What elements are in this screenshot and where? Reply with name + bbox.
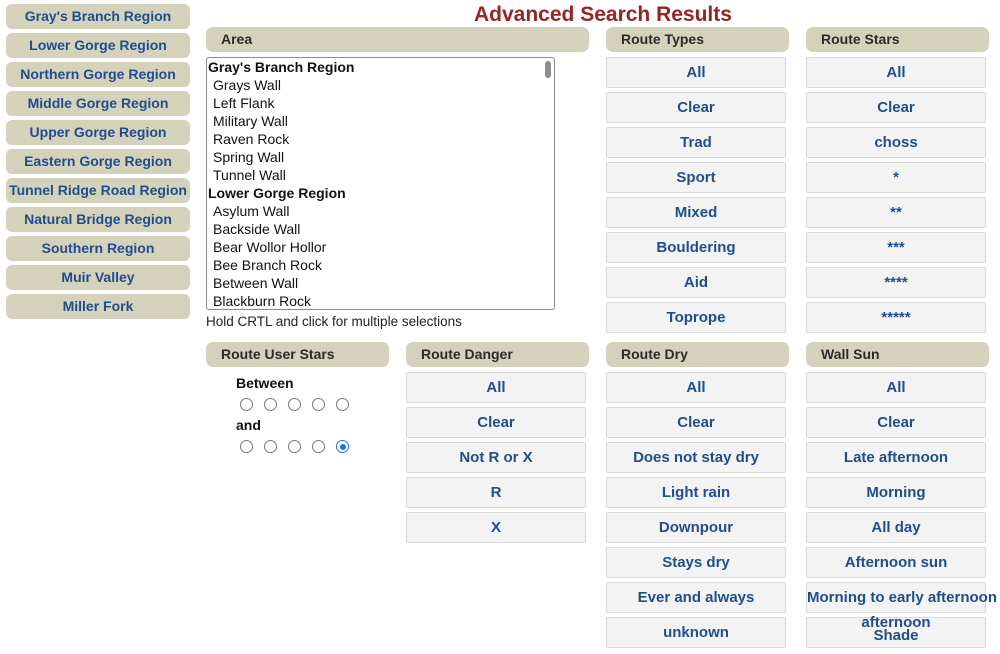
area-option-raven-rock[interactable]: Raven Rock (213, 131, 290, 147)
route-dry-option-light-rain[interactable]: Light rain (606, 477, 786, 508)
route-type-option-sport[interactable]: Sport (606, 162, 786, 193)
wall-sun-option-morning-to-early-afternoon[interactable]: Morning to early afternoon (806, 582, 986, 613)
route-danger-option-not-r-or-x[interactable]: Not R or X (406, 442, 586, 473)
wall-sun-header: Wall Sun (806, 342, 989, 367)
area-option-tunnel-wall[interactable]: Tunnel Wall (213, 167, 286, 183)
route-stars-option-starstarstar[interactable]: *** (806, 232, 986, 263)
wall-sun-option-all-day[interactable]: All day (806, 512, 986, 543)
route-dry-option-unknown[interactable]: unknown (606, 617, 786, 648)
route-type-option-mixed[interactable]: Mixed (606, 197, 786, 228)
area-option-backside-wall[interactable]: Backside Wall (213, 221, 301, 237)
area-group-lower-gorge-region: Lower Gorge Region (208, 185, 346, 201)
area-option-bee-branch-rock[interactable]: Bee Branch Rock (213, 257, 322, 273)
area-option-military-wall[interactable]: Military Wall (213, 113, 288, 129)
route-dry-header: Route Dry (606, 342, 789, 367)
area-option-asylum-wall[interactable]: Asylum Wall (213, 203, 290, 219)
route-dry-option-downpour[interactable]: Downpour (606, 512, 786, 543)
route-type-option-clear[interactable]: Clear (606, 92, 786, 123)
region-button-natural-bridge-region[interactable]: Natural Bridge Region (6, 207, 190, 232)
route-dry-option-stays-dry[interactable]: Stays dry (606, 547, 786, 578)
wall-sun-option-morning[interactable]: Morning (806, 477, 986, 508)
route-stars-option-star[interactable]: * (806, 162, 986, 193)
route-dry-option-all[interactable]: All (606, 372, 786, 403)
route-type-option-toprope[interactable]: Toprope (606, 302, 786, 333)
between-stars-radio-5[interactable] (336, 398, 349, 411)
between-stars-radio-1[interactable] (240, 398, 253, 411)
route-danger-option-r[interactable]: R (406, 477, 586, 508)
route-stars-options (806, 57, 986, 337)
route-stars-option-all[interactable]: All (806, 57, 986, 88)
region-sidebar (6, 4, 190, 323)
area-list-scrollbar[interactable] (543, 59, 553, 308)
multi-select-hint: Hold CRTL and click for multiple selections (206, 314, 462, 329)
wall-sun-option-afternoon-sun[interactable]: Afternoon sun (806, 547, 986, 578)
wall-sun-overflow-text: afternoon (861, 614, 931, 631)
route-stars-option-choss[interactable]: choss (806, 127, 986, 158)
route-danger-option-x[interactable]: X (406, 512, 586, 543)
region-button-gray-s-branch-region[interactable]: Gray's Branch Region (6, 4, 190, 29)
between-stars-radio-4[interactable] (312, 398, 325, 411)
route-danger-header: Route Danger (406, 342, 589, 367)
between-stars-radio-group (240, 398, 360, 412)
wall-sun-option-late-afternoon[interactable]: Late afternoon (806, 442, 986, 473)
route-dry-option-clear[interactable]: Clear (606, 407, 786, 438)
route-dry-option-does-not-stay-dry[interactable]: Does not stay dry (606, 442, 786, 473)
route-danger-options (406, 372, 586, 547)
region-button-tunnel-ridge-road-region[interactable]: Tunnel Ridge Road Region (6, 178, 190, 203)
area-option-blackburn-rock[interactable]: Blackburn Rock (213, 293, 312, 309)
region-button-middle-gorge-region[interactable]: Middle Gorge Region (6, 91, 190, 116)
route-danger-option-all[interactable]: All (406, 372, 586, 403)
route-dry-options (606, 372, 786, 652)
route-type-option-all[interactable]: All (606, 57, 786, 88)
region-button-lower-gorge-region[interactable]: Lower Gorge Region (6, 33, 190, 58)
page-title: Advanced Search Results (474, 3, 732, 26)
wall-sun-options (806, 372, 998, 652)
area-select-list[interactable] (206, 57, 555, 310)
region-button-eastern-gorge-region[interactable]: Eastern Gorge Region (6, 149, 190, 174)
area-option-left-flank[interactable]: Left Flank (213, 95, 275, 111)
route-stars-option-starstarstarstar[interactable]: **** (806, 267, 986, 298)
and-stars-radio-1[interactable] (240, 440, 253, 453)
area-option-bear-wollor-hollor[interactable]: Bear Wollor Hollor (213, 239, 327, 255)
route-types-header: Route Types (606, 27, 789, 52)
wall-sun-option-shade[interactable]: Shade afternoon (806, 617, 986, 648)
area-header: Area (206, 27, 589, 52)
route-user-stars-header: Route User Stars (206, 342, 389, 367)
route-dry-option-ever-and-always[interactable]: Ever and always (606, 582, 786, 613)
and-stars-radio-4[interactable] (312, 440, 325, 453)
route-danger-option-clear[interactable]: Clear (406, 407, 586, 438)
and-stars-radio-group (240, 440, 360, 454)
route-stars-option-starstarstarstarstar[interactable]: ***** (806, 302, 986, 333)
route-stars-header: Route Stars (806, 27, 989, 52)
between-stars-radio-3[interactable] (288, 398, 301, 411)
route-stars-option-clear[interactable]: Clear (806, 92, 986, 123)
area-option-between-wall[interactable]: Between Wall (213, 275, 299, 291)
area-group-gray-s-branch-region: Gray's Branch Region (208, 59, 355, 75)
route-type-option-aid[interactable]: Aid (606, 267, 786, 298)
wall-sun-option-all[interactable]: All (806, 372, 986, 403)
between-stars-radio-2[interactable] (264, 398, 277, 411)
region-button-muir-valley[interactable]: Muir Valley (6, 265, 190, 290)
region-button-miller-fork[interactable]: Miller Fork (6, 294, 190, 319)
route-type-option-bouldering[interactable]: Bouldering (606, 232, 786, 263)
region-button-upper-gorge-region[interactable]: Upper Gorge Region (6, 120, 190, 145)
region-button-southern-region[interactable]: Southern Region (6, 236, 190, 261)
area-option-spring-wall[interactable]: Spring Wall (213, 149, 285, 165)
between-label: Between (236, 375, 294, 391)
area-option-grays-wall[interactable]: Grays Wall (213, 77, 281, 93)
area-list-scroll-thumb[interactable] (545, 61, 551, 78)
route-stars-option-starstar[interactable]: ** (806, 197, 986, 228)
and-stars-radio-2[interactable] (264, 440, 277, 453)
and-label: and (236, 417, 261, 433)
and-stars-radio-5[interactable] (336, 440, 349, 453)
and-stars-radio-3[interactable] (288, 440, 301, 453)
route-type-option-trad[interactable]: Trad (606, 127, 786, 158)
region-button-northern-gorge-region[interactable]: Northern Gorge Region (6, 62, 190, 87)
route-types-options (606, 57, 786, 337)
wall-sun-option-clear[interactable]: Clear (806, 407, 986, 438)
